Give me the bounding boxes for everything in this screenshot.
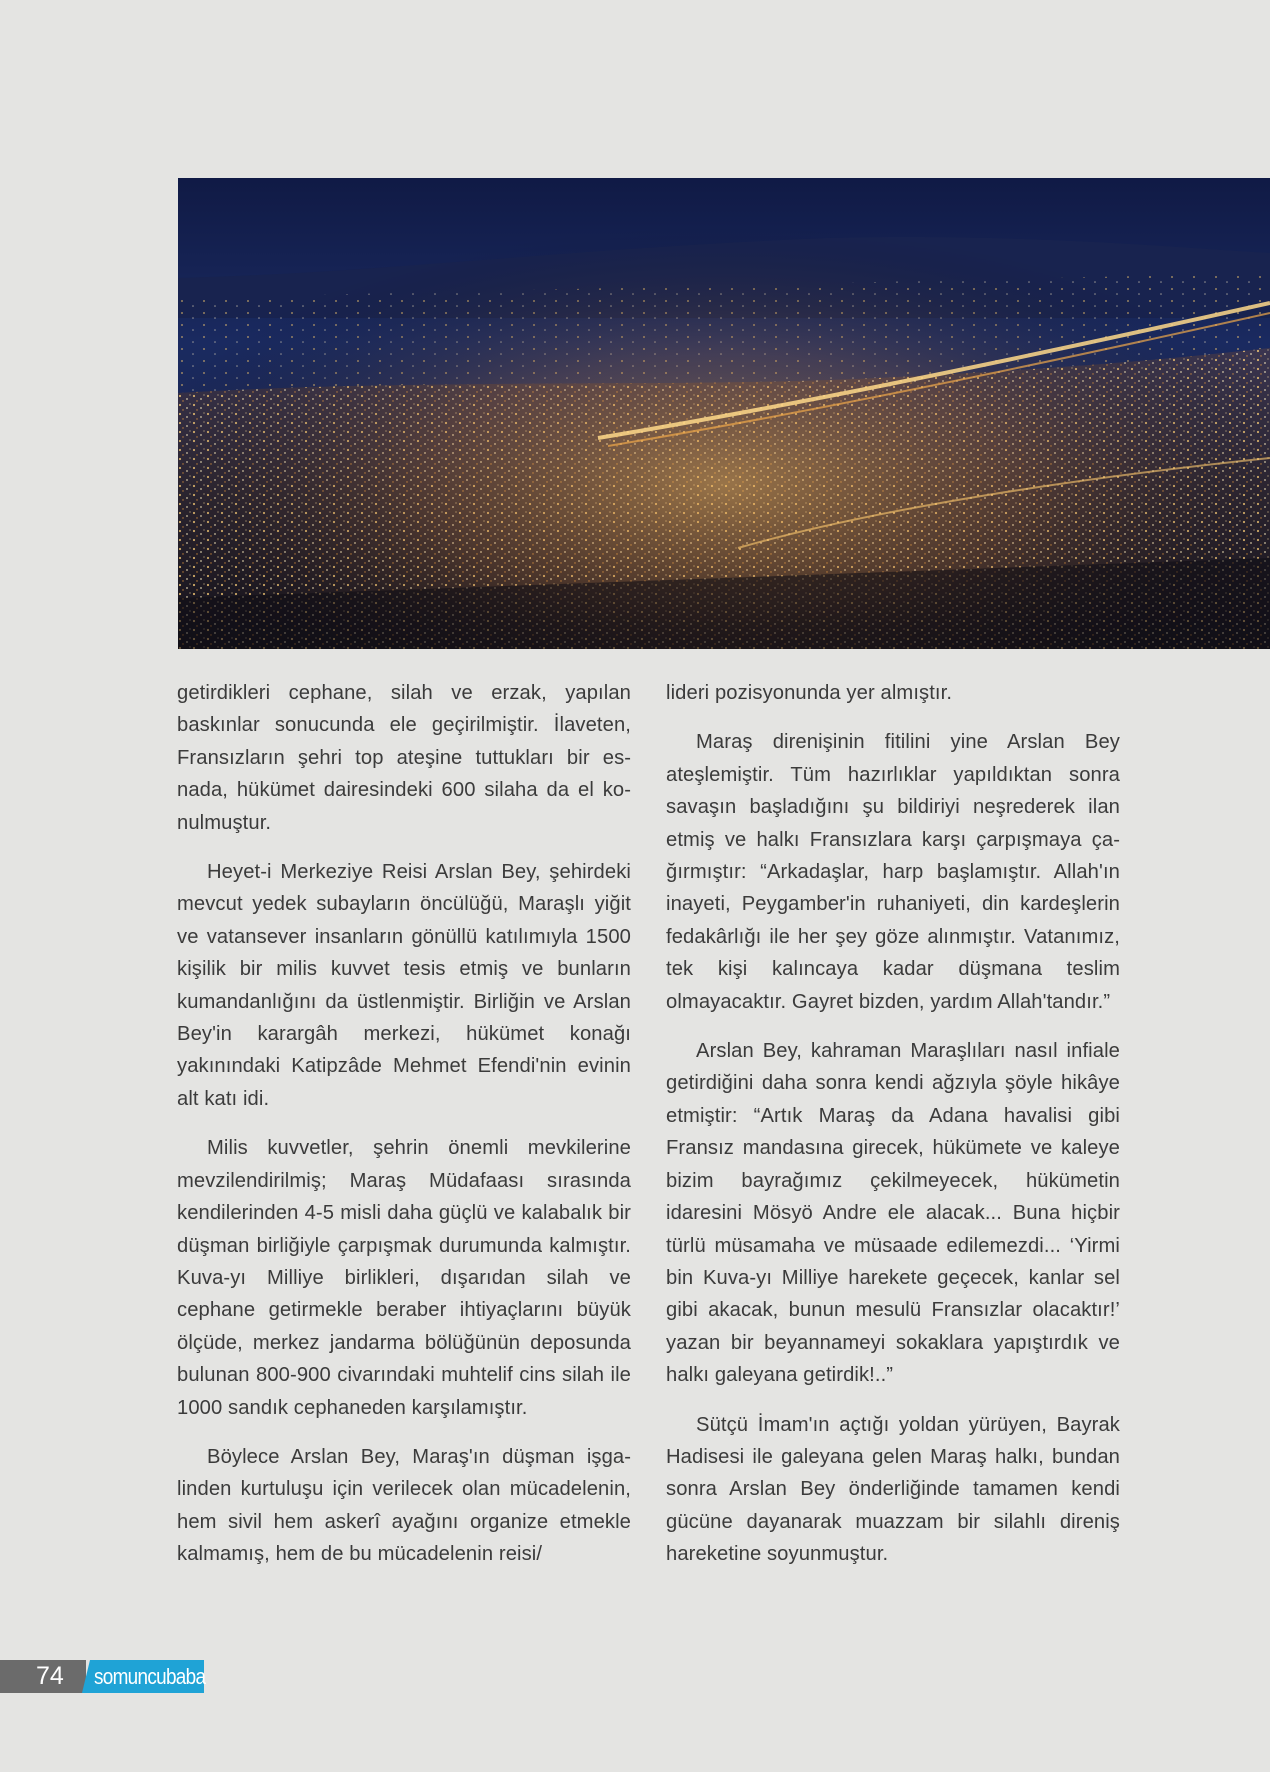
paragraph: Milis kuvvetler, şehrin önemli mevkilerine mevzilendirilmiş; Maraş Müdafaası sırasında kendilerinden 4-5 misli daha güçlü ve kalabalık bir düşman birliğiyle çarpışmak durumunda kalmıştır. Kuva-yı Milliye birlikleri, dışarıdan silah ve cephane getirmekle beraber ihtiyaçlarını büyük ölçüde, merkez jandarma bölüğünün deposunda bulunan 800-900 civarındaki muhtelif cins silah ile 1000 sandık cephaneden karşılamıştır. [177, 1137, 631, 1419]
paragraph: Maraş direnişinin fitilini yine Arslan Bey ateşlemiştir. Tüm hazırlıklar yapıldıktan sonra savaşın başladığını şu bildiriyi neşrederek ilan etmiş ve halkı Fransızlara karşı çarpışmaya çağırmıştır: “Arkadaşlar, harp başlamıştır. Allah'ın inayeti, Peygamber'in ruhaniyeti, din kardeşlerin fedakârlığı ile her şey göze alınmıştır. Vatanımız, tek kişi kalıncaya kadar düşmana teslim olmayacaktır. Gayret bizden, yardım Allah'tandır.” [666, 731, 1120, 1013]
city-night-panorama-image [178, 178, 1270, 649]
city-night-photo [178, 178, 1270, 649]
paragraph: Böylece Arslan Bey, Maraş'ın düşman işgalinden kurtuluşu için verilecek olan mücadelenin, hem sivil hem askerî ayağını organize etmekle kalmamış, hem de bu mücadelenin reisi/ [177, 1445, 631, 1566]
page-footer [0, 1660, 204, 1693]
paragraph: getirdikleri cephane, silah ve erzak, yapılan baskınlar sonucunda ele geçirilmiştir. İlaveten, Fransızların şehri top ateşine tuttukları bir esnada, hükümet dairesindeki 600 silaha da el konulmuştur. [177, 682, 631, 834]
right-text-column [666, 677, 1120, 1588]
paragraph: Sütçü İmam'ın açtığı yoldan yürüyen, Bayrak Hadisesi ile galeyana gelen Maraş halkı, bundan sonra Arslan Bey önderliğinde tamamen kendi gücüne dayanarak muazzam bir silahlı direniş hareketine soyunmuştur. [666, 1413, 1120, 1566]
paragraph: Arslan Bey, kahraman Maraşlıları nasıl infiale getirdiğini daha sonra kendi ağzıyla şöyle hikâye etmiştir: “Artık Maraş da Adana havalisi gibi Fransız mandasına girecek, hükümete ve kaleye bizim bayrağımız çekilmeyecek, hükümetin idaresini Mösyö Andre ele alacak... Buna hiçbir türlü müsamaha ve müsaade edilemezdi... ‘Yirmi bin Kuva-yı Milliye harekete geçecek, kanlar sel gibi akacak, bunun mesulü Fransızlar olacaktır!’ yazan bir beyannameyi sokaklara yapıştırdık ve halkı galeyana getirdik!..” [666, 1040, 1120, 1387]
page-number: 74 [36, 1662, 64, 1690]
paragraph: Heyet-i Merkeziye Reisi Arslan Bey, şehirdeki mevcut yedek subayların öncülüğü, Maraşlı yiğit ve vatansever insanların gönüllü katılımıyla 1500 kişilik bir milis kuvvet tesis etmiş ve bunların kumandanlığını da üstlenmiştir. Birliğin ve Arslan Bey'in karargâh merkezi, hükümet konağı yakınındaki Katipzâde Mehmet Efendi'nin evinin alt katı idi. [177, 861, 631, 1110]
paragraph: lideri pozisyonunda yer almıştır. [666, 682, 953, 704]
left-text-column [177, 677, 631, 1588]
magazine-brand: somuncubaba [94, 1664, 206, 1689]
